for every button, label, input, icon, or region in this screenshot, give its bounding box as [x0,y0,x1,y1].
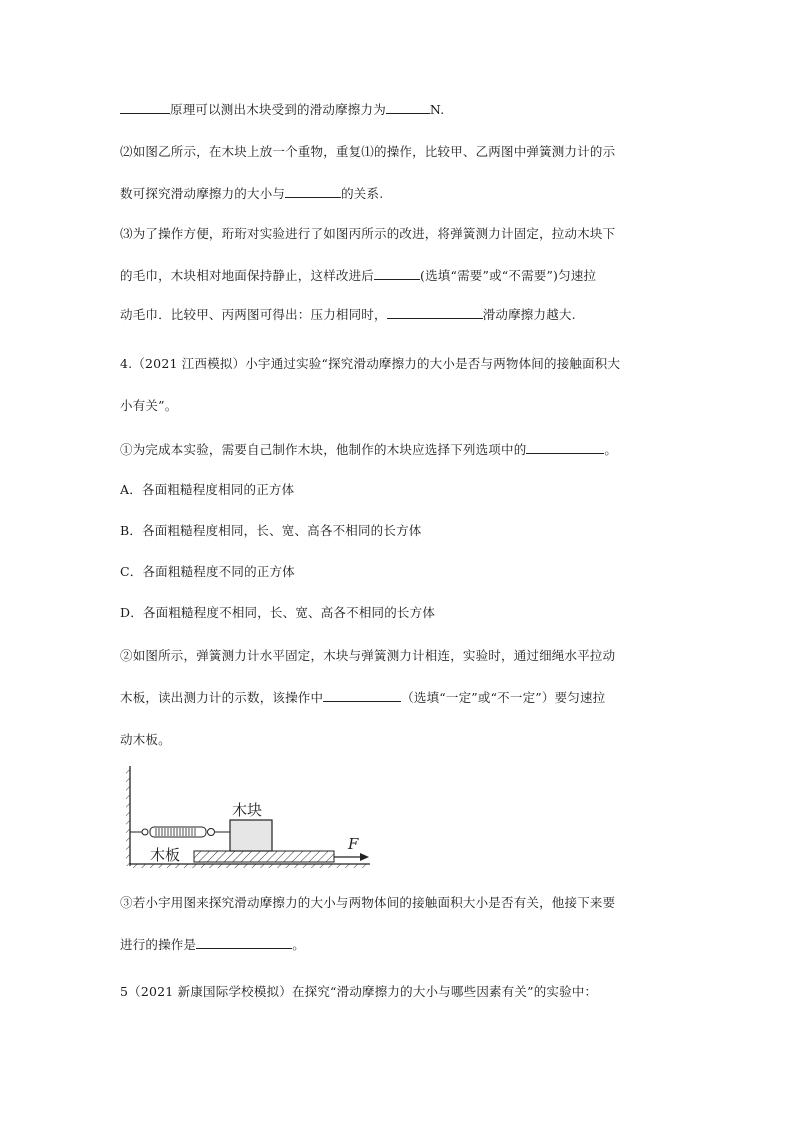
answer-blank[interactable] [526,441,604,454]
wooden-board [194,851,334,862]
q4-title-line-1: 4.（2021 江西模拟）小宇通过实验“探究滑动摩擦力的大小是否与两物体间的接触面积大 [120,356,621,371]
answer-blank[interactable] [285,185,341,198]
q4-s2-line-2: 木板，读出测力计的示数，该操作中 （选填“一定”或“不一定”）要匀速拉 [120,690,606,705]
block-label: 木块 [232,801,263,819]
q4-s3-line-2: 进行的操作是 。 [120,937,305,952]
q3-p3-line-3: 动毛巾．比较甲、丙两图可得出：压力相同时， 滑动摩擦力越大. [120,307,576,322]
q4-option-d: D．各面粗糙程度不相同，长、宽、高各不相同的长方体 [120,605,436,620]
answer-blank[interactable] [120,101,170,114]
scale-hook-right [208,829,215,836]
friction-experiment-figure [120,762,380,872]
q4-s1: ①为完成本实验，需要自己制作木块，他制作的木块应选择下列选项中的 。 [120,442,618,457]
q4-option-b: B．各面粗糙程度相同，长、宽、高各不相同的长方体 [120,523,422,538]
q3-p2-line-2: 数可探究滑动摩擦力的大小与 的关系. [120,186,384,201]
q4-option-a: A．各面粗糙程度相同的正方体 [120,482,295,497]
force-label: F [348,835,359,853]
q4-s2-line-3: 动木板。 [120,732,171,747]
answer-blank[interactable] [386,101,430,114]
q3-p2-line-1: ⑵如图乙所示，在木块上放一个重物，重复⑴的操作，比较甲、乙两图中弹簧测力计的示 [120,144,616,159]
q4-s2-line-1: ②如图所示，弹簧测力计水平固定，木块与弹簧测力计相连，实验时，通过细绳水平拉动 [120,648,616,663]
force-arrowhead [360,853,369,861]
wooden-block [230,820,272,851]
q3-line-1: 原理可以测出木块受到的滑动摩擦力为 N. [120,100,444,118]
spring-scale [150,827,206,837]
answer-blank[interactable] [323,689,401,702]
q4-option-c: C．各面粗糙程度不同的正方体 [120,564,295,579]
q4-title-line-2: 小有关”。 [120,398,178,413]
q4-s3-line-1: ③若小宇用图来探究滑动摩擦力的大小与两物体间的接触面积大小是否有关，他接下来要 [120,895,616,910]
q3-p3-line-1: ⑶为了操作方便，珩珩对实验进行了如图丙所示的改进，将弹簧测力计固定，拉动木块下 [120,226,616,241]
answer-blank[interactable] [374,267,420,280]
q5-title: 5（2021 新康国际学校模拟）在探究“滑动摩擦力的大小与哪些因素有关”的实验中： [120,984,598,999]
q3-p3-line-2: 的毛巾，木块相对地面保持静止，这样改进后 (选填“需要”或“不需要”)匀速拉 [120,268,597,283]
answer-blank[interactable] [196,936,292,949]
scale-ring [142,829,148,835]
board-label: 木板 [150,846,181,864]
answer-blank[interactable] [387,306,483,319]
